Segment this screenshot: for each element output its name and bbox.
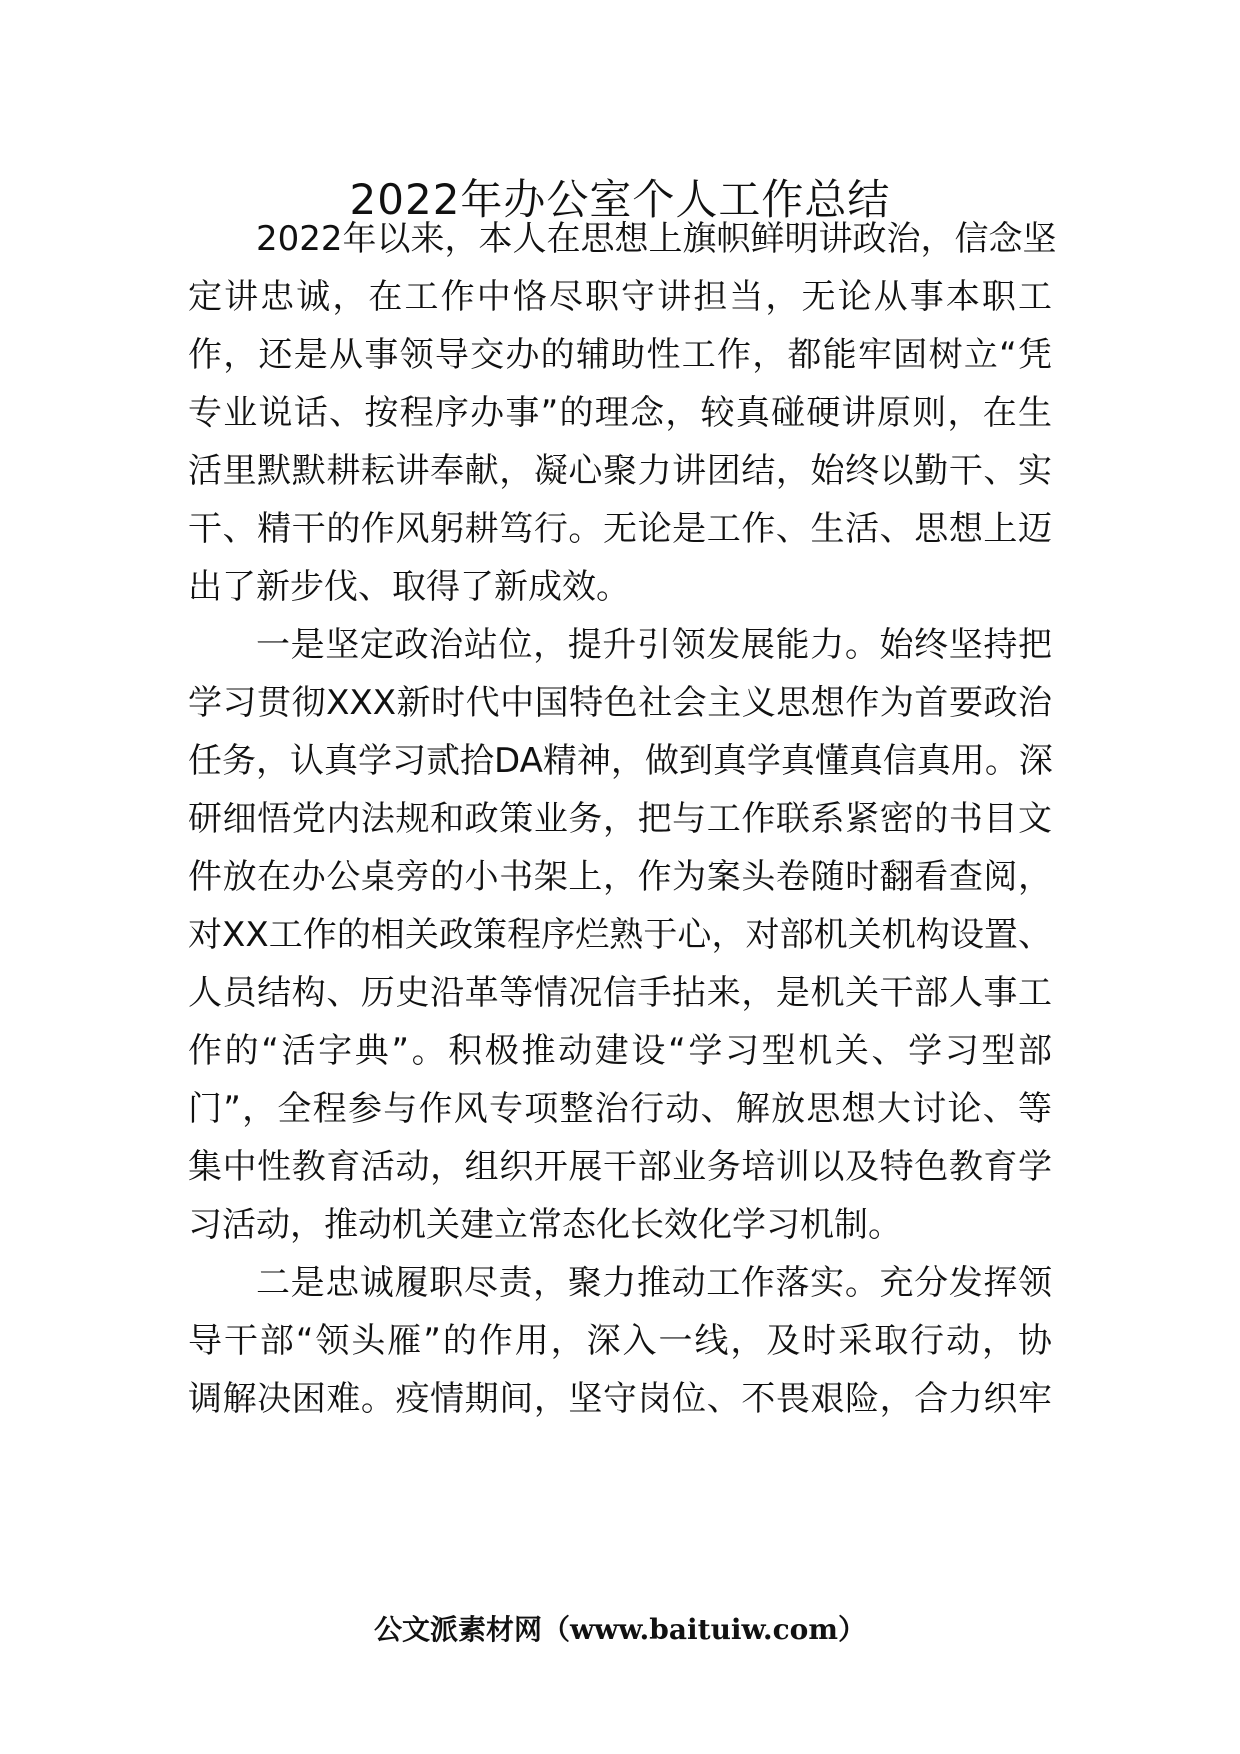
footer-source: 公文派素材网（www.baituiw.com）	[374, 1613, 866, 1646]
paragraph-line: 活里默默耕耘讲奉献，凝心聚力讲团结，始终以勤干、实	[188, 451, 1052, 491]
paragraph-line: 出了新步伐、取得了新成效。	[188, 567, 630, 607]
paragraph-line: 定讲忠诚，在工作中恪尽职守讲担当，无论从事本职工	[188, 277, 1052, 317]
paragraph-line: 集中性教育活动，组织开展干部业务培训以及特色教育学	[188, 1147, 1052, 1187]
paragraph-line: 学习贯彻XXX新时代中国特色社会主义思想作为首要政治	[188, 683, 1052, 723]
paragraph-line: 人员结构、历史沿革等情况信手拈来，是机关干部人事工	[188, 973, 1052, 1013]
paragraph-line: 导干部“领头雁”的作用，深入一线，及时采取行动，协	[188, 1321, 1052, 1361]
paragraph-line: 门”，全程参与作风专项整治行动、解放思想大讨论、等	[188, 1089, 1052, 1129]
paragraph-line: 作的“活字典”。积极推动建设“学习型机关、学习型部	[188, 1031, 1052, 1071]
paragraph-line: 二是忠诚履职尽责，聚力推动工作落实。充分发挥领	[256, 1263, 1052, 1303]
paragraph-line: 作，还是从事领导交办的辅助性工作，都能牢固树立“凭	[188, 335, 1052, 375]
paragraph-line: 对XX工作的相关政策程序烂熟于心，对部机关机构设置、	[188, 915, 1052, 955]
paragraph-line: 任务，认真学习贰拾DA精神，做到真学真懂真信真用。深	[188, 741, 1053, 781]
paragraph-line: 2022年以来，本人在思想上旗帜鲜明讲政治，信念坚	[256, 219, 1057, 259]
paragraph-line: 研细悟党内法规和政策业务，把与工作联系紧密的书目文	[188, 799, 1052, 839]
document-title: 2022年办公室个人工作总结	[349, 175, 891, 224]
paragraph-line: 调解决困难。疫情期间，坚守岗位、不畏艰险，合力织牢	[188, 1379, 1052, 1419]
paragraph-line: 一是坚定政治站位，提升引领发展能力。始终坚持把	[256, 625, 1052, 665]
paragraph-line: 干、精干的作风躬耕笃行。无论是工作、生活、思想上迈	[188, 509, 1052, 549]
paragraph-line: 件放在办公桌旁的小书架上，作为案头卷随时翻看查阅，	[188, 857, 1052, 897]
paragraph-line: 专业说话、按程序办事”的理念，较真碰硬讲原则，在生	[188, 393, 1052, 433]
paragraph-line: 习活动，推动机关建立常态化长效化学习机制。	[188, 1205, 902, 1245]
